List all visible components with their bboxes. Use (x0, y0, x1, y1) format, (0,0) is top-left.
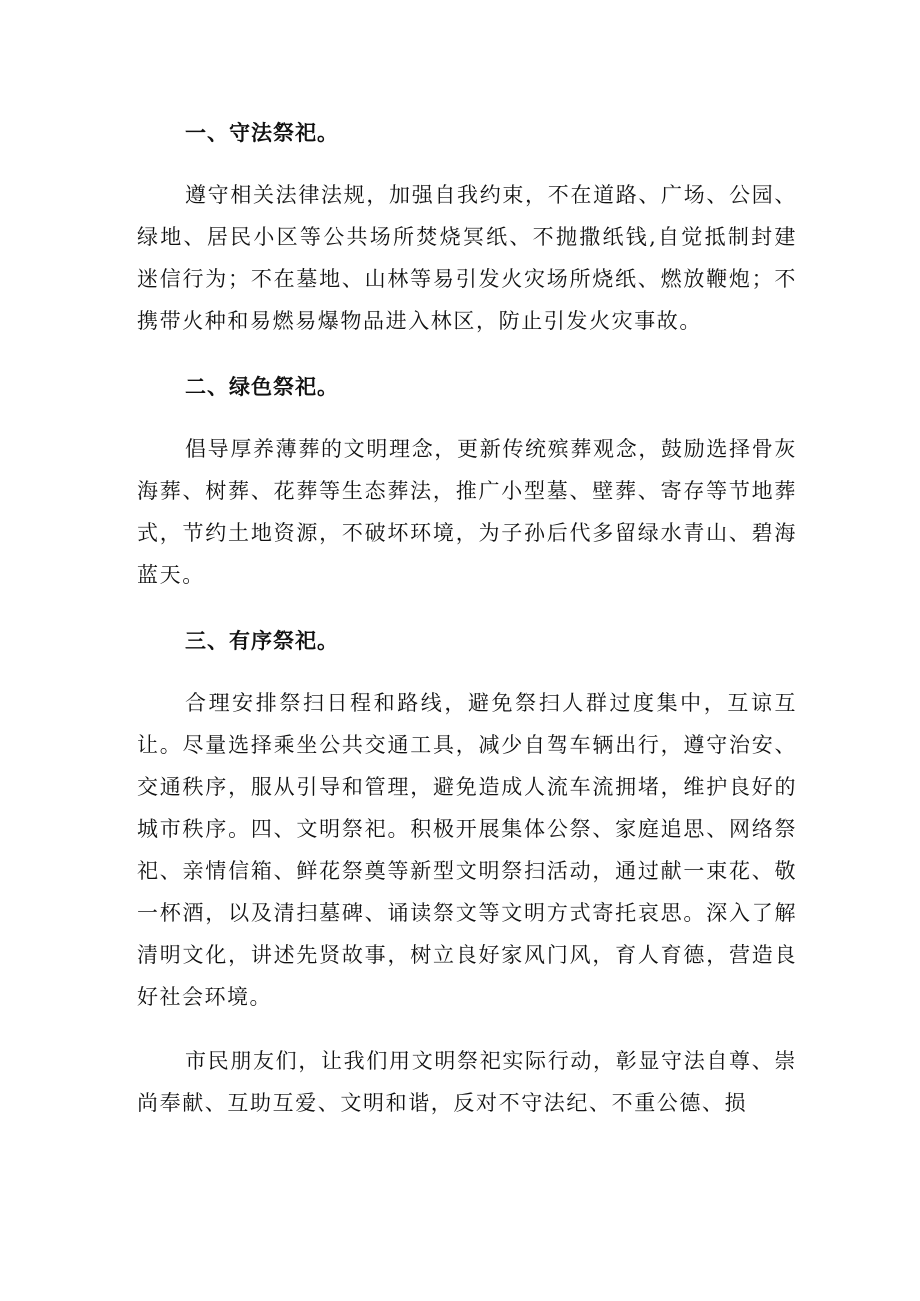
closing-paragraph: 市民朋友们，让我们用文明祭祀实际行动，彰显守法自尊、崇尚奉献、互助互爱、文明和谐，反对不守法纪、不重公德、损 (137, 1049, 797, 1115)
section-heading-green: 二、绿色祭祀。 (185, 375, 339, 399)
section-paragraph-law: 遵守相关法律法规，加强自我约束，不在道路、广场、公园、绿地、居民小区等公共场所焚烧冥纸、不抛撒纸钱,自觉抵制封建迷信行为；不在墓地、山林等易引发火灾场所烧纸、燃放鞭炮；不携带火种和易燃易爆物品进入林区，防止引发火灾事故。 (137, 183, 797, 333)
section-paragraph-green: 倡导厚养薄葬的文明理念，更新传统殡葬观念，鼓励选择骨灰海葬、树葬、花葬等生态葬法，推广小型墓、壁葬、寄存等节地葬式，节约土地资源，不破坏环境，为子孙后代多留绿水青山、碧海蓝天。 (137, 437, 797, 587)
section-heading-law: 一、守法祭祀。 (185, 121, 339, 145)
section-heading-orderly: 三、有序祭祀。 (185, 629, 339, 653)
section-paragraph-orderly: 合理安排祭扫日程和路线，避免祭扫人群过度集中，互谅互让。尽量选择乘坐公共交通工具，减少自驾车辆出行，遵守治安、交通秩序，服从引导和管理，避免造成人流车流拥堵，维护良好的城市秩序。四、文明祭祀。积极开展集体公祭、家庭追思、网络祭祀、亲情信箱、鲜花祭奠等新型文明祭扫活动，通过献一束花、敬一杯酒，以及清扫墓碑、诵读祭文等文明方式寄托哀思。深入了解清明文化，讲述先贤故事，树立良好家风门风，育人育德，营造良好社会环境。 (137, 691, 797, 1009)
document-body (137, 110, 797, 1146)
